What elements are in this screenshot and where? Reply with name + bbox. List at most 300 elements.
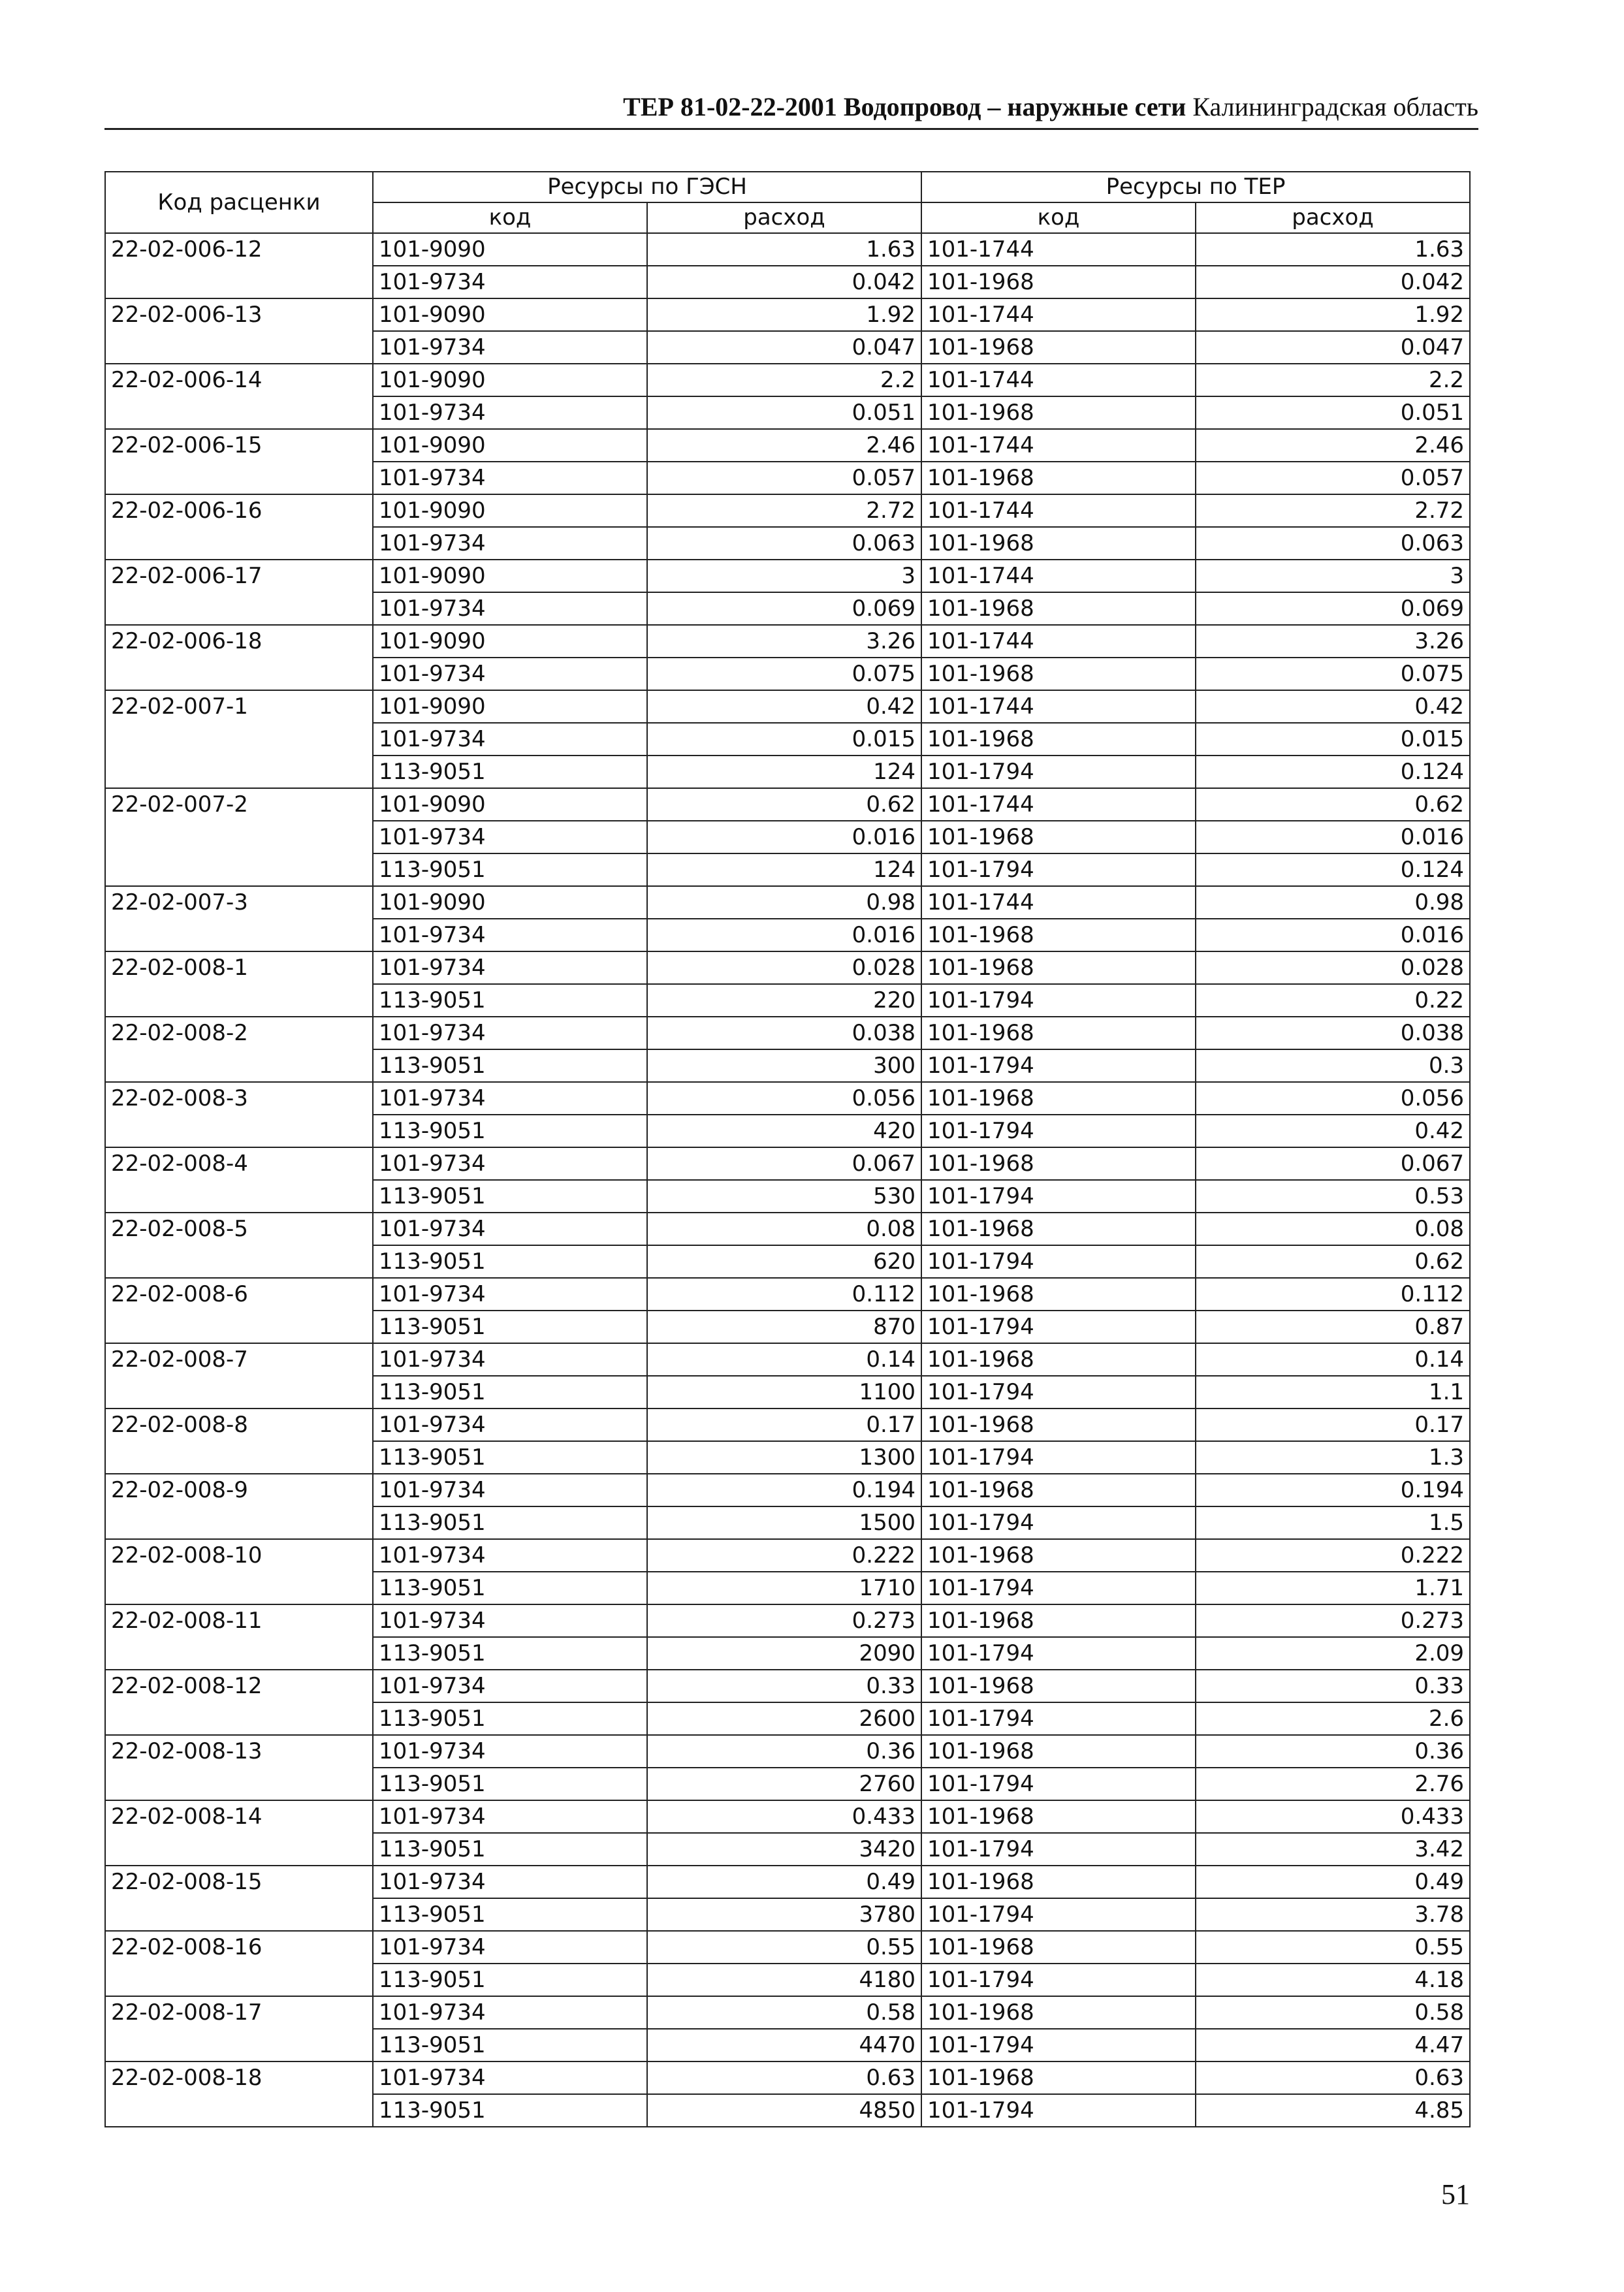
gesn-consumption-cell: 1300 xyxy=(647,1441,921,1474)
ter-consumption-cell: 1.5 xyxy=(1196,1506,1470,1539)
gesn-consumption-cell: 4470 xyxy=(647,2029,921,2061)
gesn-code-cell: 101-9090 xyxy=(373,298,647,331)
gesn-consumption-cell: 0.016 xyxy=(647,919,921,951)
gesn-code-cell: 101-9734 xyxy=(373,462,647,494)
gesn-consumption-cell: 2.72 xyxy=(647,494,921,527)
gesn-code-cell: 101-9734 xyxy=(373,1343,647,1376)
ter-code-cell: 101-1968 xyxy=(921,1800,1196,1833)
gesn-code-cell: 101-9734 xyxy=(373,1017,647,1049)
gesn-code-cell: 113-9051 xyxy=(373,1115,647,1147)
rate-code-cell: 22-02-008-9 xyxy=(105,1474,373,1539)
ter-consumption-cell: 0.015 xyxy=(1196,723,1470,756)
ter-code-cell: 101-1968 xyxy=(921,1604,1196,1637)
rate-code-cell: 22-02-007-1 xyxy=(105,690,373,788)
ter-code-cell: 101-1968 xyxy=(921,1147,1196,1180)
table-row xyxy=(105,1866,1470,1898)
gesn-code-cell: 113-9051 xyxy=(373,1572,647,1604)
ter-consumption-cell: 0.63 xyxy=(1196,2061,1470,2094)
ter-code-cell: 101-1968 xyxy=(921,723,1196,756)
header-gesn-resources: Ресурсы по ГЭСН xyxy=(373,172,921,202)
gesn-code-cell: 113-9051 xyxy=(373,1964,647,1996)
ter-consumption-cell: 0.222 xyxy=(1196,1539,1470,1572)
gesn-code-cell: 113-9051 xyxy=(373,1180,647,1213)
gesn-consumption-cell: 2.2 xyxy=(647,364,921,396)
table-row xyxy=(105,1604,1470,1637)
table-row xyxy=(105,951,1470,984)
rate-code-cell: 22-02-008-15 xyxy=(105,1866,373,1931)
table-row xyxy=(105,1278,1470,1311)
ter-code-cell: 101-1744 xyxy=(921,788,1196,821)
document-code: ТЕР 81-02-22-2001 xyxy=(623,92,837,121)
gesn-code-cell: 101-9734 xyxy=(373,527,647,560)
ter-code-cell: 101-1968 xyxy=(921,592,1196,625)
ter-consumption-cell: 3.42 xyxy=(1196,1833,1470,1866)
ter-code-cell: 101-1968 xyxy=(921,1996,1196,2029)
table-row xyxy=(105,2061,1470,2094)
gesn-consumption-cell: 1100 xyxy=(647,1376,921,1409)
gesn-code-cell: 113-9051 xyxy=(373,1702,647,1735)
gesn-code-cell: 101-9734 xyxy=(373,1474,647,1506)
gesn-code-cell: 101-9734 xyxy=(373,821,647,853)
table-row xyxy=(105,233,1470,266)
ter-code-cell: 101-1744 xyxy=(921,298,1196,331)
ter-code-cell: 101-1968 xyxy=(921,2061,1196,2094)
ter-code-cell: 101-1968 xyxy=(921,1409,1196,1441)
rate-code-cell: 22-02-008-1 xyxy=(105,951,373,1017)
ter-consumption-cell: 0.53 xyxy=(1196,1180,1470,1213)
ter-code-cell: 101-1968 xyxy=(921,266,1196,298)
gesn-code-cell: 101-9734 xyxy=(373,266,647,298)
ter-code-cell: 101-1968 xyxy=(921,396,1196,429)
ter-code-cell: 101-1968 xyxy=(921,821,1196,853)
table-row xyxy=(105,1017,1470,1049)
ter-code-cell: 101-1968 xyxy=(921,462,1196,494)
gesn-consumption-cell: 0.028 xyxy=(647,951,921,984)
gesn-consumption-cell: 0.015 xyxy=(647,723,921,756)
ter-consumption-cell: 0.057 xyxy=(1196,462,1470,494)
gesn-consumption-cell: 1.92 xyxy=(647,298,921,331)
gesn-code-cell: 113-9051 xyxy=(373,1376,647,1409)
gesn-consumption-cell: 4850 xyxy=(647,2094,921,2127)
ter-consumption-cell: 2.76 xyxy=(1196,1768,1470,1800)
ter-consumption-cell: 0.028 xyxy=(1196,951,1470,984)
gesn-code-cell: 101-9734 xyxy=(373,658,647,690)
gesn-code-cell: 113-9051 xyxy=(373,1768,647,1800)
header-row-1 xyxy=(105,172,1470,202)
ter-code-cell: 101-1744 xyxy=(921,494,1196,527)
gesn-consumption-cell: 0.49 xyxy=(647,1866,921,1898)
ter-code-cell: 101-1794 xyxy=(921,1572,1196,1604)
table-row xyxy=(105,1147,1470,1180)
rate-code-cell: 22-02-008-2 xyxy=(105,1017,373,1082)
table-row xyxy=(105,1996,1470,2029)
header-gesn-consumption: расход xyxy=(647,202,921,233)
ter-consumption-cell: 0.14 xyxy=(1196,1343,1470,1376)
ter-code-cell: 101-1794 xyxy=(921,1311,1196,1343)
header-gesn-code: код xyxy=(373,202,647,233)
gesn-code-cell: 101-9734 xyxy=(373,2061,647,2094)
table-row xyxy=(105,1670,1470,1702)
ter-code-cell: 101-1794 xyxy=(921,2094,1196,2127)
ter-consumption-cell: 0.075 xyxy=(1196,658,1470,690)
gesn-code-cell: 113-9051 xyxy=(373,1637,647,1670)
gesn-consumption-cell: 0.36 xyxy=(647,1735,921,1768)
gesn-code-cell: 113-9051 xyxy=(373,853,647,886)
rate-code-cell: 22-02-006-18 xyxy=(105,625,373,690)
ter-code-cell: 101-1968 xyxy=(921,1735,1196,1768)
ter-consumption-cell: 0.112 xyxy=(1196,1278,1470,1311)
ter-code-cell: 101-1794 xyxy=(921,756,1196,788)
ter-consumption-cell: 3.78 xyxy=(1196,1898,1470,1931)
gesn-consumption-cell: 220 xyxy=(647,984,921,1017)
ter-code-cell: 101-1744 xyxy=(921,690,1196,723)
ter-code-cell: 101-1744 xyxy=(921,886,1196,919)
gesn-code-cell: 113-9051 xyxy=(373,1833,647,1866)
gesn-consumption-cell: 0.063 xyxy=(647,527,921,560)
gesn-code-cell: 101-9734 xyxy=(373,1996,647,2029)
gesn-code-cell: 101-9734 xyxy=(373,919,647,951)
gesn-consumption-cell: 0.047 xyxy=(647,331,921,364)
ter-code-cell: 101-1794 xyxy=(921,1115,1196,1147)
gesn-consumption-cell: 124 xyxy=(647,853,921,886)
table-row xyxy=(105,1800,1470,1833)
ter-consumption-cell: 0.55 xyxy=(1196,1931,1470,1964)
gesn-consumption-cell: 0.069 xyxy=(647,592,921,625)
ter-code-cell: 101-1968 xyxy=(921,1082,1196,1115)
document-title: Водопровод – наружные сети xyxy=(843,92,1186,121)
ter-consumption-cell: 0.016 xyxy=(1196,919,1470,951)
gesn-consumption-cell: 420 xyxy=(647,1115,921,1147)
gesn-code-cell: 101-9734 xyxy=(373,723,647,756)
header-ter-code: код xyxy=(921,202,1196,233)
gesn-consumption-cell: 0.273 xyxy=(647,1604,921,1637)
table-row xyxy=(105,494,1470,527)
ter-code-cell: 101-1794 xyxy=(921,1245,1196,1278)
document-region: Калининградская область xyxy=(1192,92,1478,121)
ter-code-cell: 101-1744 xyxy=(921,560,1196,592)
ter-code-cell: 101-1968 xyxy=(921,1931,1196,1964)
table-row xyxy=(105,1735,1470,1768)
ter-consumption-cell: 0.62 xyxy=(1196,1245,1470,1278)
table-row xyxy=(105,364,1470,396)
ter-code-cell: 101-1968 xyxy=(921,1670,1196,1702)
ter-code-cell: 101-1794 xyxy=(921,1441,1196,1474)
gesn-code-cell: 101-9734 xyxy=(373,396,647,429)
table-row xyxy=(105,690,1470,723)
ter-consumption-cell: 1.3 xyxy=(1196,1441,1470,1474)
ter-consumption-cell: 1.63 xyxy=(1196,233,1470,266)
ter-code-cell: 101-1794 xyxy=(921,984,1196,1017)
resource-table xyxy=(104,171,1471,2127)
gesn-consumption-cell: 870 xyxy=(647,1311,921,1343)
ter-code-cell: 101-1968 xyxy=(921,331,1196,364)
gesn-consumption-cell: 2.46 xyxy=(647,429,921,462)
ter-code-cell: 101-1794 xyxy=(921,2029,1196,2061)
gesn-code-cell: 113-9051 xyxy=(373,756,647,788)
ter-consumption-cell: 2.6 xyxy=(1196,1702,1470,1735)
gesn-consumption-cell: 0.067 xyxy=(647,1147,921,1180)
ter-code-cell: 101-1968 xyxy=(921,951,1196,984)
rate-code-cell: 22-02-008-8 xyxy=(105,1409,373,1474)
rate-code-cell: 22-02-007-2 xyxy=(105,788,373,886)
gesn-code-cell: 101-9090 xyxy=(373,625,647,658)
rate-code-cell: 22-02-008-11 xyxy=(105,1604,373,1670)
table-row xyxy=(105,1213,1470,1245)
ter-consumption-cell: 0.124 xyxy=(1196,756,1470,788)
gesn-code-cell: 101-9734 xyxy=(373,1278,647,1311)
ter-consumption-cell: 0.36 xyxy=(1196,1735,1470,1768)
ter-consumption-cell: 0.58 xyxy=(1196,1996,1470,2029)
gesn-consumption-cell: 0.62 xyxy=(647,788,921,821)
gesn-code-cell: 101-9090 xyxy=(373,429,647,462)
table-row xyxy=(105,788,1470,821)
gesn-code-cell: 101-9734 xyxy=(373,1604,647,1637)
ter-consumption-cell: 0.3 xyxy=(1196,1049,1470,1082)
gesn-consumption-cell: 2760 xyxy=(647,1768,921,1800)
gesn-code-cell: 101-9090 xyxy=(373,886,647,919)
page-header xyxy=(104,90,1478,130)
rate-code-cell: 22-02-008-6 xyxy=(105,1278,373,1343)
gesn-consumption-cell: 4180 xyxy=(647,1964,921,1996)
ter-consumption-cell: 4.47 xyxy=(1196,2029,1470,2061)
ter-consumption-cell: 2.46 xyxy=(1196,429,1470,462)
ter-consumption-cell: 0.124 xyxy=(1196,853,1470,886)
ter-consumption-cell: 0.067 xyxy=(1196,1147,1470,1180)
ter-consumption-cell: 0.33 xyxy=(1196,1670,1470,1702)
gesn-code-cell: 113-9051 xyxy=(373,2029,647,2061)
ter-code-cell: 101-1794 xyxy=(921,1768,1196,1800)
ter-consumption-cell: 2.72 xyxy=(1196,494,1470,527)
header-rate-code: Код расценки xyxy=(105,172,373,233)
gesn-consumption-cell: 0.112 xyxy=(647,1278,921,1311)
gesn-consumption-cell: 124 xyxy=(647,756,921,788)
rate-code-cell: 22-02-006-14 xyxy=(105,364,373,429)
gesn-code-cell: 113-9051 xyxy=(373,1506,647,1539)
rate-code-cell: 22-02-008-3 xyxy=(105,1082,373,1147)
ter-code-cell: 101-1968 xyxy=(921,1017,1196,1049)
table-row xyxy=(105,429,1470,462)
ter-code-cell: 101-1968 xyxy=(921,919,1196,951)
table-row xyxy=(105,1931,1470,1964)
gesn-code-cell: 101-9734 xyxy=(373,1147,647,1180)
gesn-code-cell: 101-9734 xyxy=(373,1213,647,1245)
ter-code-cell: 101-1968 xyxy=(921,658,1196,690)
gesn-code-cell: 101-9090 xyxy=(373,233,647,266)
gesn-consumption-cell: 1710 xyxy=(647,1572,921,1604)
ter-code-cell: 101-1794 xyxy=(921,1964,1196,1996)
gesn-code-cell: 101-9734 xyxy=(373,1866,647,1898)
rate-code-cell: 22-02-006-15 xyxy=(105,429,373,494)
ter-consumption-cell: 0.17 xyxy=(1196,1409,1470,1441)
gesn-consumption-cell: 2600 xyxy=(647,1702,921,1735)
ter-code-cell: 101-1794 xyxy=(921,1898,1196,1931)
table-row xyxy=(105,1409,1470,1441)
rate-code-cell: 22-02-006-17 xyxy=(105,560,373,625)
gesn-consumption-cell: 3780 xyxy=(647,1898,921,1931)
rate-code-cell: 22-02-006-12 xyxy=(105,233,373,298)
table-row xyxy=(105,298,1470,331)
ter-consumption-cell: 4.18 xyxy=(1196,1964,1470,1996)
ter-consumption-cell: 1.92 xyxy=(1196,298,1470,331)
ter-consumption-cell: 0.42 xyxy=(1196,690,1470,723)
ter-code-cell: 101-1744 xyxy=(921,625,1196,658)
ter-consumption-cell: 0.22 xyxy=(1196,984,1470,1017)
table-row xyxy=(105,1474,1470,1506)
gesn-consumption-cell: 0.038 xyxy=(647,1017,921,1049)
gesn-consumption-cell: 0.433 xyxy=(647,1800,921,1833)
ter-code-cell: 101-1968 xyxy=(921,1539,1196,1572)
gesn-code-cell: 113-9051 xyxy=(373,2094,647,2127)
ter-code-cell: 101-1794 xyxy=(921,853,1196,886)
gesn-consumption-cell: 0.222 xyxy=(647,1539,921,1572)
gesn-code-cell: 101-9734 xyxy=(373,1800,647,1833)
ter-consumption-cell: 0.98 xyxy=(1196,886,1470,919)
gesn-consumption-cell: 0.55 xyxy=(647,1931,921,1964)
ter-consumption-cell: 0.016 xyxy=(1196,821,1470,853)
ter-code-cell: 101-1744 xyxy=(921,364,1196,396)
ter-consumption-cell: 2.2 xyxy=(1196,364,1470,396)
ter-consumption-cell: 0.038 xyxy=(1196,1017,1470,1049)
table-row xyxy=(105,625,1470,658)
ter-code-cell: 101-1968 xyxy=(921,1866,1196,1898)
ter-consumption-cell: 3.26 xyxy=(1196,625,1470,658)
ter-code-cell: 101-1968 xyxy=(921,1343,1196,1376)
gesn-consumption-cell: 0.14 xyxy=(647,1343,921,1376)
rate-code-cell: 22-02-008-12 xyxy=(105,1670,373,1735)
gesn-consumption-cell: 3420 xyxy=(647,1833,921,1866)
gesn-code-cell: 101-9734 xyxy=(373,331,647,364)
ter-code-cell: 101-1794 xyxy=(921,1506,1196,1539)
table-row xyxy=(105,1539,1470,1572)
gesn-consumption-cell: 1500 xyxy=(647,1506,921,1539)
rate-code-cell: 22-02-008-18 xyxy=(105,2061,373,2127)
ter-consumption-cell: 0.87 xyxy=(1196,1311,1470,1343)
ter-consumption-cell: 1.1 xyxy=(1196,1376,1470,1409)
ter-code-cell: 101-1968 xyxy=(921,527,1196,560)
gesn-consumption-cell: 0.056 xyxy=(647,1082,921,1115)
ter-consumption-cell: 0.069 xyxy=(1196,592,1470,625)
gesn-code-cell: 113-9051 xyxy=(373,1441,647,1474)
table-row xyxy=(105,886,1470,919)
ter-consumption-cell: 4.85 xyxy=(1196,2094,1470,2127)
gesn-consumption-cell: 0.042 xyxy=(647,266,921,298)
gesn-consumption-cell: 0.016 xyxy=(647,821,921,853)
ter-code-cell: 101-1794 xyxy=(921,1637,1196,1670)
gesn-code-cell: 101-9090 xyxy=(373,788,647,821)
gesn-code-cell: 113-9051 xyxy=(373,1898,647,1931)
gesn-code-cell: 101-9090 xyxy=(373,364,647,396)
table-body xyxy=(105,233,1470,2127)
gesn-consumption-cell: 3 xyxy=(647,560,921,592)
ter-code-cell: 101-1744 xyxy=(921,429,1196,462)
ter-code-cell: 101-1794 xyxy=(921,1180,1196,1213)
ter-code-cell: 101-1968 xyxy=(921,1474,1196,1506)
gesn-code-cell: 101-9734 xyxy=(373,1931,647,1964)
ter-code-cell: 101-1794 xyxy=(921,1376,1196,1409)
gesn-code-cell: 101-9734 xyxy=(373,1409,647,1441)
ter-consumption-cell: 0.051 xyxy=(1196,396,1470,429)
gesn-code-cell: 101-9090 xyxy=(373,560,647,592)
gesn-consumption-cell: 0.075 xyxy=(647,658,921,690)
rate-code-cell: 22-02-008-7 xyxy=(105,1343,373,1409)
rate-code-cell: 22-02-007-3 xyxy=(105,886,373,951)
ter-consumption-cell: 0.62 xyxy=(1196,788,1470,821)
gesn-code-cell: 113-9051 xyxy=(373,1049,647,1082)
gesn-consumption-cell: 0.33 xyxy=(647,1670,921,1702)
gesn-consumption-cell: 2090 xyxy=(647,1637,921,1670)
rate-code-cell: 22-02-008-13 xyxy=(105,1735,373,1800)
header-ter-resources: Ресурсы по ТЕР xyxy=(921,172,1470,202)
resource-table-container xyxy=(104,171,1469,2127)
ter-code-cell: 101-1794 xyxy=(921,1702,1196,1735)
ter-consumption-cell: 3 xyxy=(1196,560,1470,592)
ter-consumption-cell: 0.194 xyxy=(1196,1474,1470,1506)
table-row xyxy=(105,1082,1470,1115)
gesn-code-cell: 101-9734 xyxy=(373,1082,647,1115)
ter-code-cell: 101-1794 xyxy=(921,1049,1196,1082)
gesn-consumption-cell: 0.17 xyxy=(647,1409,921,1441)
gesn-consumption-cell: 0.051 xyxy=(647,396,921,429)
gesn-code-cell: 101-9734 xyxy=(373,1670,647,1702)
ter-consumption-cell: 0.042 xyxy=(1196,266,1470,298)
ter-consumption-cell: 0.42 xyxy=(1196,1115,1470,1147)
gesn-consumption-cell: 620 xyxy=(647,1245,921,1278)
gesn-consumption-cell: 0.42 xyxy=(647,690,921,723)
ter-consumption-cell: 0.273 xyxy=(1196,1604,1470,1637)
rate-code-cell: 22-02-008-10 xyxy=(105,1539,373,1604)
gesn-consumption-cell: 0.08 xyxy=(647,1213,921,1245)
gesn-code-cell: 101-9734 xyxy=(373,1539,647,1572)
gesn-consumption-cell: 530 xyxy=(647,1180,921,1213)
ter-consumption-cell: 0.047 xyxy=(1196,331,1470,364)
ter-consumption-cell: 0.056 xyxy=(1196,1082,1470,1115)
ter-code-cell: 101-1968 xyxy=(921,1278,1196,1311)
ter-code-cell: 101-1744 xyxy=(921,233,1196,266)
gesn-consumption-cell: 0.58 xyxy=(647,1996,921,2029)
gesn-consumption-cell: 300 xyxy=(647,1049,921,1082)
page-number: 51 xyxy=(1441,2178,1470,2210)
ter-consumption-cell: 0.49 xyxy=(1196,1866,1470,1898)
gesn-consumption-cell: 0.63 xyxy=(647,2061,921,2094)
ter-consumption-cell: 0.08 xyxy=(1196,1213,1470,1245)
ter-code-cell: 101-1794 xyxy=(921,1833,1196,1866)
gesn-consumption-cell: 1.63 xyxy=(647,233,921,266)
gesn-code-cell: 101-9090 xyxy=(373,494,647,527)
header-ter-consumption: расход xyxy=(1196,202,1470,233)
gesn-code-cell: 101-9734 xyxy=(373,951,647,984)
gesn-code-cell: 101-9090 xyxy=(373,690,647,723)
gesn-consumption-cell: 0.98 xyxy=(647,886,921,919)
rate-code-cell: 22-02-008-14 xyxy=(105,1800,373,1866)
gesn-code-cell: 101-9734 xyxy=(373,592,647,625)
gesn-code-cell: 113-9051 xyxy=(373,984,647,1017)
rate-code-cell: 22-02-008-5 xyxy=(105,1213,373,1278)
rate-code-cell: 22-02-008-17 xyxy=(105,1996,373,2061)
ter-code-cell: 101-1968 xyxy=(921,1213,1196,1245)
ter-consumption-cell: 0.433 xyxy=(1196,1800,1470,1833)
gesn-consumption-cell: 3.26 xyxy=(647,625,921,658)
rate-code-cell: 22-02-006-13 xyxy=(105,298,373,364)
gesn-code-cell: 113-9051 xyxy=(373,1311,647,1343)
gesn-code-cell: 113-9051 xyxy=(373,1245,647,1278)
gesn-consumption-cell: 0.057 xyxy=(647,462,921,494)
rate-code-cell: 22-02-006-16 xyxy=(105,494,373,560)
ter-consumption-cell: 0.063 xyxy=(1196,527,1470,560)
gesn-consumption-cell: 0.194 xyxy=(647,1474,921,1506)
table-row xyxy=(105,1343,1470,1376)
rate-code-cell: 22-02-008-4 xyxy=(105,1147,373,1213)
table-row xyxy=(105,560,1470,592)
